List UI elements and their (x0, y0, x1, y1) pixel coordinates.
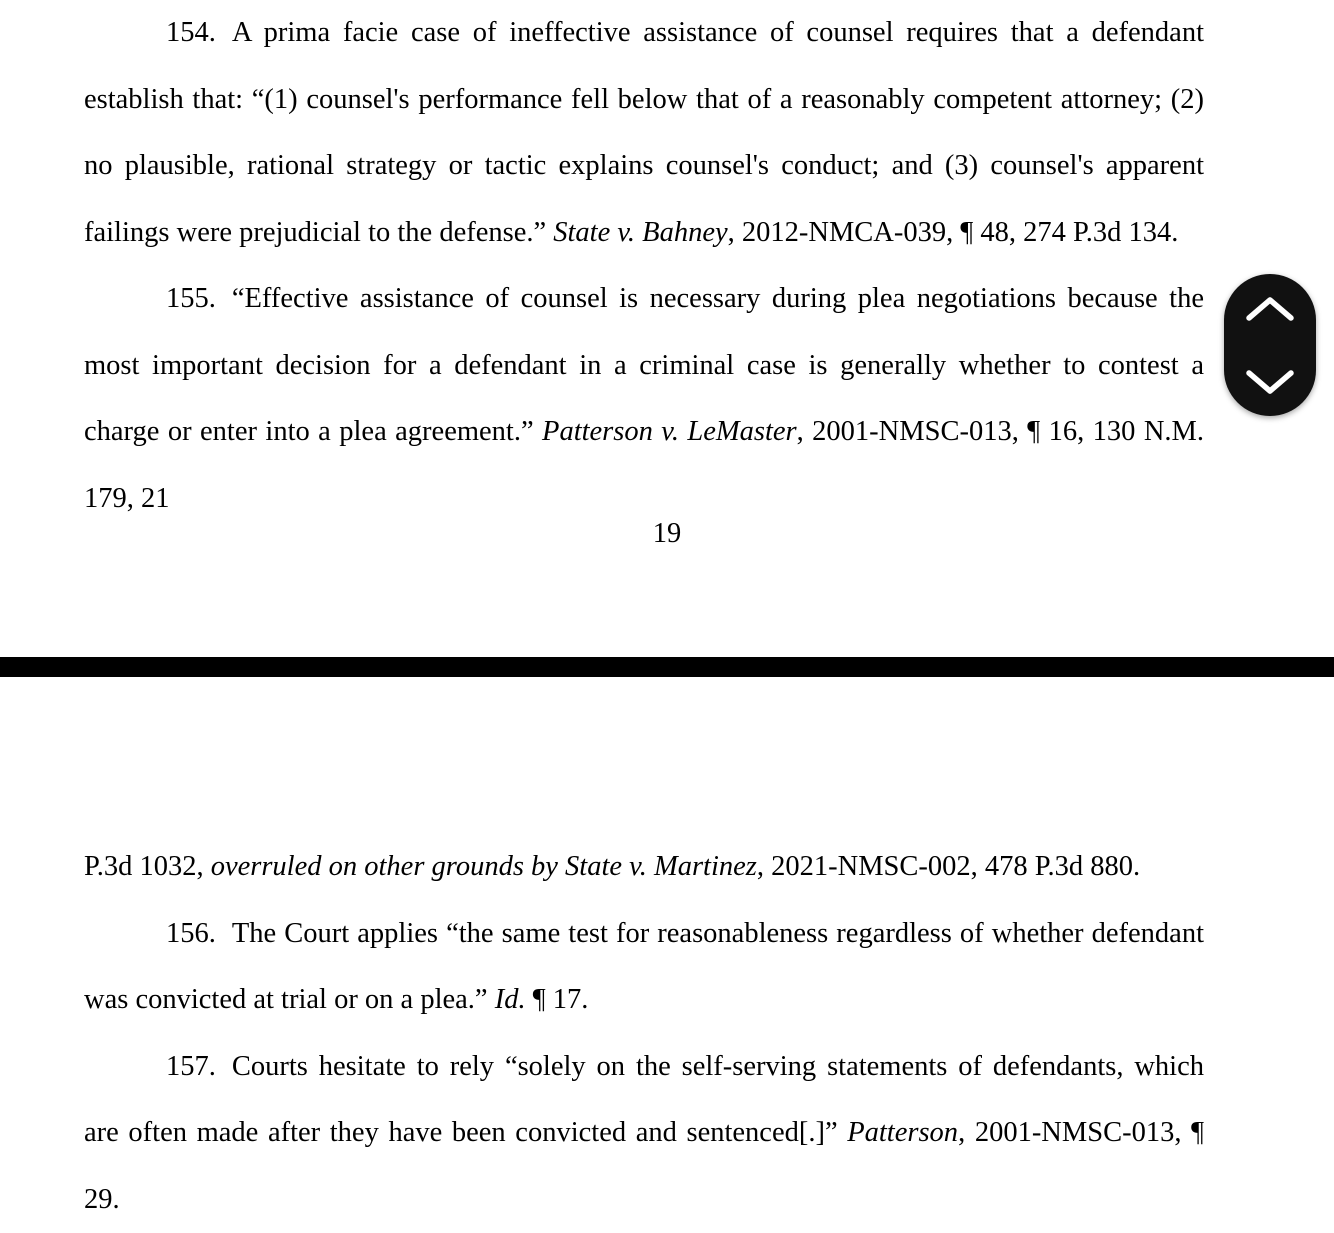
scroll-down-icon[interactable] (1243, 361, 1297, 401)
paragraph-157-text-2: , 2001-NMSC-013, ¶ 29. (84, 1117, 1204, 1215)
paragraph-155-text-2: , 2001-NMSC-013, ¶ 16, 130 N.M. 179, 21 (84, 416, 1204, 514)
paragraph-154 (84, 0, 1204, 266)
paragraph-number-154: 154. (166, 17, 216, 48)
case-citation-id: Id. (495, 984, 526, 1015)
paragraph-156-text-2: ¶ 17. (526, 984, 589, 1015)
page-break-divider (0, 657, 1334, 677)
paragraph-154-text-1: A prima facie case of ineffective assistance of counsel requires that a defendant establish that: “(1) counsel's performance fell below that of a reasonably competent attorney; (2) no plausible, rational strategy or tactic explains counsel's conduct; and (3) counsel's apparent failings were prejudicial to the defense.” (84, 17, 1204, 248)
paragraph-continuation (84, 834, 1204, 901)
continuation-text-1: P.3d 1032, (84, 851, 211, 882)
document-page-bottom (0, 677, 1334, 1228)
paragraph-number-155: 155. (166, 283, 216, 314)
paragraph-155-text-1: “Effective assistance of counsel is necessary during plea negotiations because the most important decision for a defendant in a criminal case is generally whether to contest a charge or enter into a plea agreement.” (84, 283, 1204, 447)
page-bottom-body (84, 834, 1204, 1233)
page-number: 19 (0, 518, 1334, 550)
paragraph-number-156: 156. (166, 918, 216, 949)
continuation-text-2: , 2021-NMSC-002, 478 P.3d 880. (757, 851, 1140, 882)
paragraph-156-text-1: The Court applies “the same test for reasonableness regardless of whether defendant was convicted at trial or on a plea.” (84, 918, 1204, 1016)
paragraph-157-text-1: Courts hesitate to rely “solely on the self-serving statements of defendants, which are often made after they have been convicted and sentenced[.]” (84, 1051, 1204, 1149)
paragraph-155 (84, 266, 1204, 532)
paragraph-number-157: 157. (166, 1051, 216, 1082)
scroll-up-icon[interactable] (1243, 290, 1297, 330)
paragraph-156 (84, 901, 1204, 1034)
case-citation-martinez: overruled on other grounds by State v. Martinez (211, 851, 757, 882)
case-citation-patterson-lemaster: Patterson v. LeMaster (542, 416, 797, 447)
scroll-navigation-control[interactable] (1224, 274, 1316, 416)
paragraph-157 (84, 1034, 1204, 1233)
case-citation-bahney: State v. Bahney (553, 217, 727, 248)
paragraph-154-text-2: , 2012-NMCA-039, ¶ 48, 274 P.3d 134. (728, 217, 1179, 248)
page-top-body (84, 0, 1204, 532)
case-citation-patterson: Patterson (847, 1117, 958, 1148)
